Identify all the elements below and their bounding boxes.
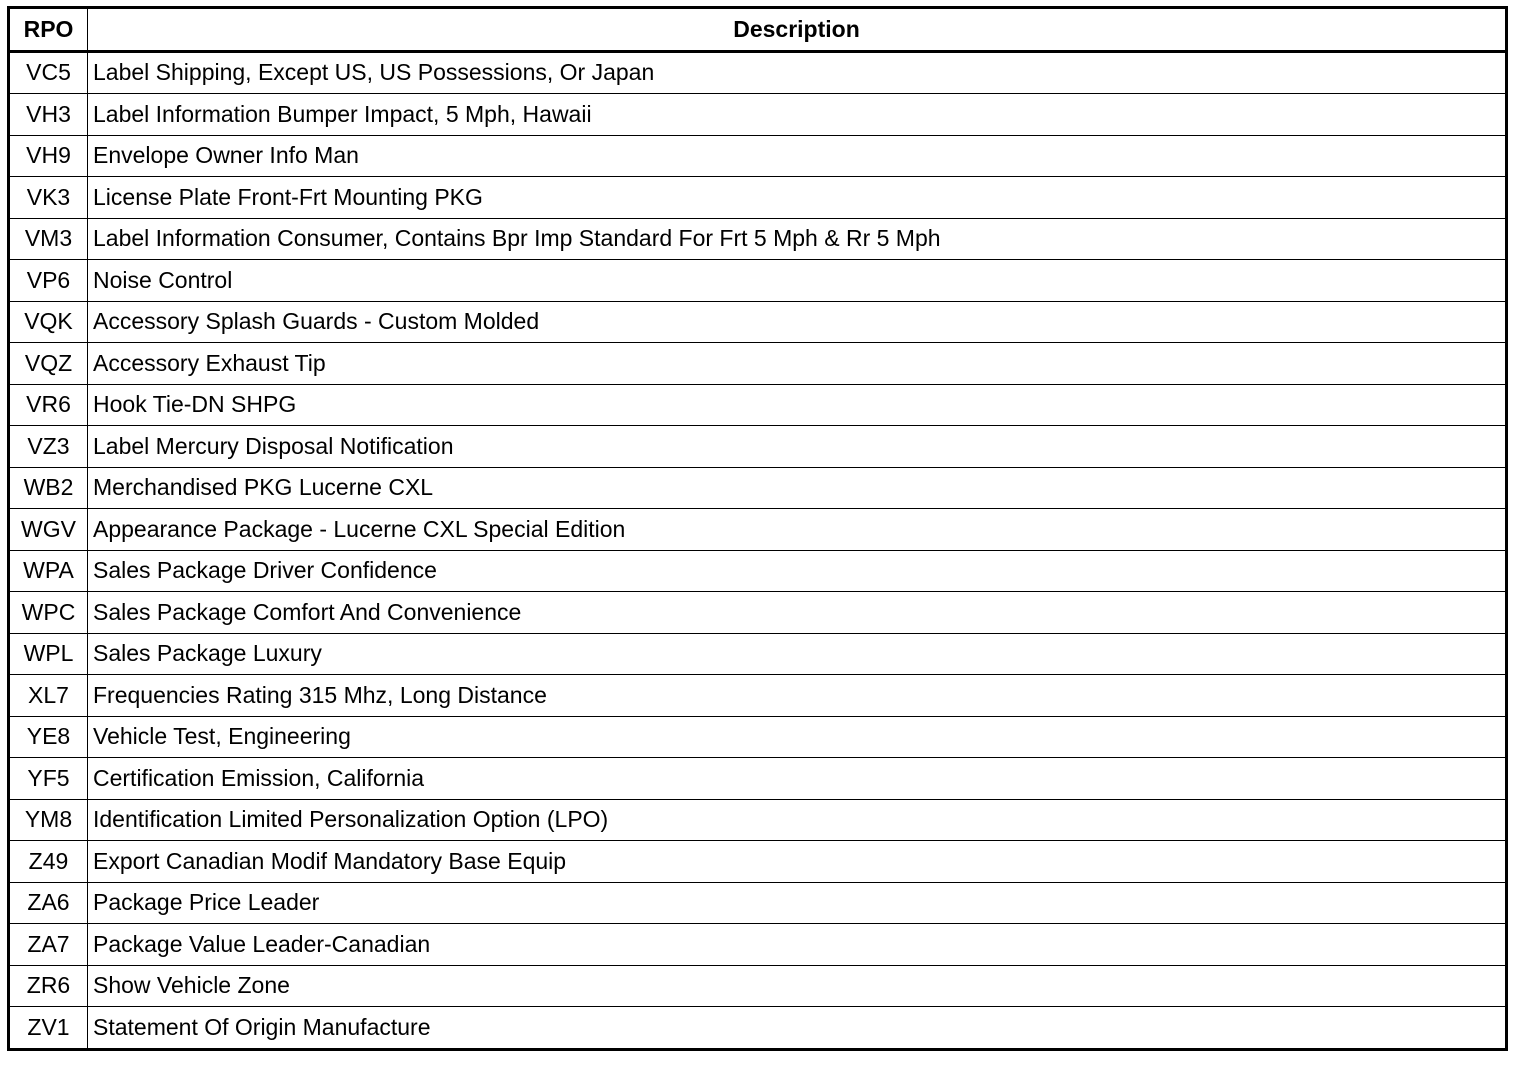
table-row bbox=[9, 135, 1507, 177]
table-row bbox=[9, 509, 1507, 551]
rpo-code-cell: YF5 bbox=[9, 758, 88, 800]
description-cell: Envelope Owner Info Man bbox=[88, 135, 1507, 177]
table-body bbox=[9, 51, 1507, 1049]
rpo-code-cell: VQZ bbox=[9, 343, 88, 385]
table-row bbox=[9, 965, 1507, 1007]
rpo-code-cell: YM8 bbox=[9, 799, 88, 841]
table-row bbox=[9, 467, 1507, 509]
description-cell: Frequencies Rating 315 Mhz, Long Distance bbox=[88, 675, 1507, 717]
description-cell: Label Shipping, Except US, US Possessions, Or Japan bbox=[88, 51, 1507, 94]
column-header-rpo: RPO bbox=[9, 8, 88, 52]
rpo-code-cell: VQK bbox=[9, 301, 88, 343]
rpo-code-cell: ZV1 bbox=[9, 1007, 88, 1050]
rpo-code-cell: WPC bbox=[9, 592, 88, 634]
table-row bbox=[9, 716, 1507, 758]
table-row bbox=[9, 51, 1507, 94]
rpo-code-cell: WGV bbox=[9, 509, 88, 551]
description-cell: Sales Package Comfort And Convenience bbox=[88, 592, 1507, 634]
description-cell: License Plate Front-Frt Mounting PKG bbox=[88, 177, 1507, 219]
table-row bbox=[9, 675, 1507, 717]
description-cell: Accessory Splash Guards - Custom Molded bbox=[88, 301, 1507, 343]
rpo-code-cell: VM3 bbox=[9, 218, 88, 260]
description-cell: Package Price Leader bbox=[88, 882, 1507, 924]
table-row bbox=[9, 218, 1507, 260]
table-row bbox=[9, 177, 1507, 219]
description-cell: Appearance Package - Lucerne CXL Special Edition bbox=[88, 509, 1507, 551]
rpo-code-cell: WPL bbox=[9, 633, 88, 675]
rpo-code-cell: VK3 bbox=[9, 177, 88, 219]
rpo-code-cell: ZR6 bbox=[9, 965, 88, 1007]
rpo-code-cell: WPA bbox=[9, 550, 88, 592]
table-row bbox=[9, 882, 1507, 924]
rpo-code-cell: VP6 bbox=[9, 260, 88, 302]
header-row bbox=[9, 8, 1507, 52]
description-cell: Export Canadian Modif Mandatory Base Equip bbox=[88, 841, 1507, 883]
table-row bbox=[9, 384, 1507, 426]
rpo-code-cell: WB2 bbox=[9, 467, 88, 509]
table-row bbox=[9, 94, 1507, 136]
table-row bbox=[9, 260, 1507, 302]
rpo-table bbox=[7, 6, 1508, 1051]
description-cell: Certification Emission, California bbox=[88, 758, 1507, 800]
description-cell: Vehicle Test, Engineering bbox=[88, 716, 1507, 758]
rpo-code-cell: VH3 bbox=[9, 94, 88, 136]
rpo-code-cell: ZA6 bbox=[9, 882, 88, 924]
description-cell: Sales Package Driver Confidence bbox=[88, 550, 1507, 592]
description-cell: Show Vehicle Zone bbox=[88, 965, 1507, 1007]
description-cell: Package Value Leader-Canadian bbox=[88, 924, 1507, 966]
table-row bbox=[9, 592, 1507, 634]
table-row bbox=[9, 343, 1507, 385]
description-cell: Hook Tie-DN SHPG bbox=[88, 384, 1507, 426]
rpo-code-cell: Z49 bbox=[9, 841, 88, 883]
description-cell: Statement Of Origin Manufacture bbox=[88, 1007, 1507, 1050]
rpo-code-cell: VC5 bbox=[9, 51, 88, 94]
table-row bbox=[9, 1007, 1507, 1050]
description-cell: Noise Control bbox=[88, 260, 1507, 302]
rpo-code-cell: YE8 bbox=[9, 716, 88, 758]
table-row bbox=[9, 633, 1507, 675]
column-header-description: Description bbox=[88, 8, 1507, 52]
description-cell: Label Mercury Disposal Notification bbox=[88, 426, 1507, 468]
description-cell: Label Information Bumper Impact, 5 Mph, Hawaii bbox=[88, 94, 1507, 136]
description-cell: Accessory Exhaust Tip bbox=[88, 343, 1507, 385]
rpo-code-cell: XL7 bbox=[9, 675, 88, 717]
table-row bbox=[9, 924, 1507, 966]
description-cell: Identification Limited Personalization Option (LPO) bbox=[88, 799, 1507, 841]
table-row bbox=[9, 301, 1507, 343]
table-row bbox=[9, 758, 1507, 800]
rpo-code-cell: VR6 bbox=[9, 384, 88, 426]
table-row bbox=[9, 426, 1507, 468]
rpo-code-cell: ZA7 bbox=[9, 924, 88, 966]
rpo-code-cell: VH9 bbox=[9, 135, 88, 177]
table-row bbox=[9, 550, 1507, 592]
description-cell: Label Information Consumer, Contains Bpr Imp Standard For Frt 5 Mph & Rr 5 Mph bbox=[88, 218, 1507, 260]
table-row bbox=[9, 841, 1507, 883]
description-cell: Sales Package Luxury bbox=[88, 633, 1507, 675]
table-row bbox=[9, 799, 1507, 841]
rpo-code-cell: VZ3 bbox=[9, 426, 88, 468]
description-cell: Merchandised PKG Lucerne CXL bbox=[88, 467, 1507, 509]
